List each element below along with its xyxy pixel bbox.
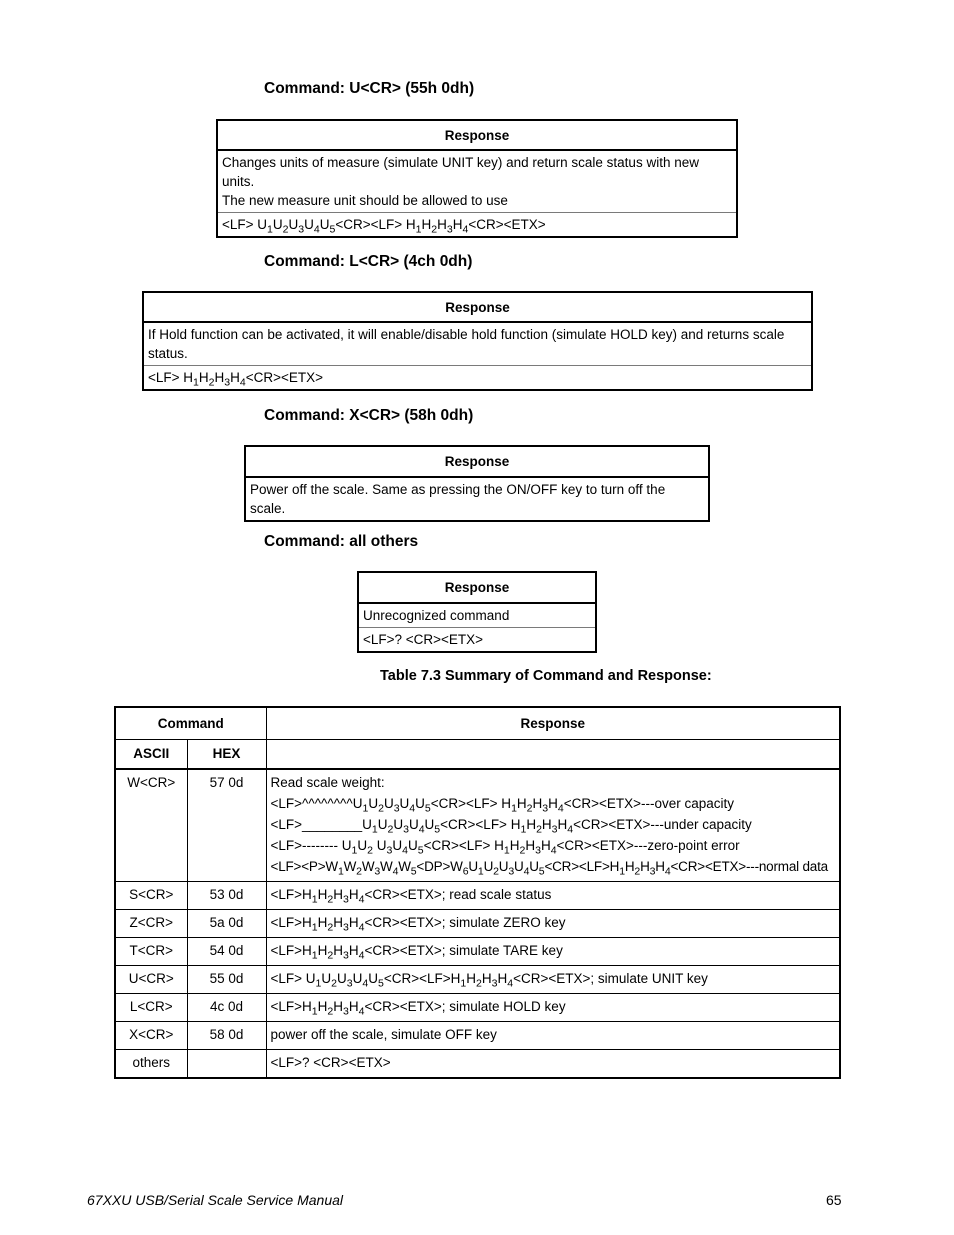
cell-ascii: others — [115, 1050, 187, 1079]
cell-hex — [187, 1050, 266, 1079]
cell-hex: 54 0d — [187, 938, 266, 966]
response-description: Unrecognized command — [363, 608, 510, 623]
cell-ascii: L<CR> — [115, 994, 187, 1022]
table-row — [115, 966, 840, 994]
table-row — [115, 938, 840, 966]
summary-table — [114, 706, 841, 1079]
cell-response: $<LF>H_1H_2H_3H_4<CR><ETX>$; simulate HOLD key — [266, 994, 840, 1022]
table-header: Response — [217, 120, 737, 150]
table-row — [115, 769, 840, 882]
header-hex: HEX — [187, 739, 266, 769]
table-row — [115, 882, 840, 910]
cell-ascii: T<CR> — [115, 938, 187, 966]
cell-ascii: X<CR> — [115, 1022, 187, 1050]
footer-page-number: 65 — [826, 1192, 842, 1208]
header-command: Command — [115, 707, 266, 739]
cell-hex: 5a 0d — [187, 910, 266, 938]
heading-command-others: Command: all others — [264, 533, 419, 550]
cell-hex: 58 0d — [187, 1022, 266, 1050]
cell-response: $<LF>H_1H_2H_3H_4<CR><ETX>$; read scale status — [266, 882, 840, 910]
cell-hex: 57 0d — [187, 769, 266, 882]
response-table-others — [357, 571, 597, 653]
cell-response: Read scale weight: $<LF>\^{}\^{}\^{}\^{}\^{}\^{}\^{}\^{}U_1U_2U_3U_4U_5<CR><LF>$ $H_1H_2H_3H_4<CR><ETX>--$-over capacity $<LF>\_\_\_\_\_\_\_\_U_1U_2U_3U_4U_5<CR><LF>$ $H_1H_2H_3H_4<CR><ETX>--$-under capacity <LF>-------- $U_1U_2$ $U_3U_4U_5<CR><LF>$ $H_1H_2H_3H_4<CR><ETX>---zero$-point error $<LF><P>W_1W_2W_3W_4W_5<DP>W_6U_1U_2U_3U_4U_5<CR><LF>H_1H_2H_3H_4<CR><ETX>--$-normal data — [266, 769, 840, 882]
table-row — [115, 994, 840, 1022]
response-table-u — [216, 119, 738, 238]
cell-response: $<LF>H_1H_2H_3H_4<CR><ETX>$; simulate TARE key — [266, 938, 840, 966]
cell-response: <LF>? <CR><ETX> — [266, 1050, 840, 1079]
cell-ascii: W<CR> — [115, 769, 187, 882]
footer-manual-title: 67XXU USB/Serial Scale Service Manual — [87, 1192, 344, 1208]
table-header: Response — [358, 572, 596, 603]
table-row — [115, 1050, 840, 1079]
header-ascii: ASCII — [115, 739, 187, 769]
cell-hex: 53 0d — [187, 882, 266, 910]
header-response-blank — [266, 739, 840, 769]
response-table-x — [244, 445, 710, 522]
cell-response: $<LF>H_1H_2H_3H_4<CR><ETX>$; simulate ZERO key — [266, 910, 840, 938]
response-description: Changes units of measure (simulate UNIT key) and return scale status with new units. The new measure unit should be allowed to use — [222, 155, 699, 208]
cell-ascii: Z<CR> — [115, 910, 187, 938]
heading-command-x: Command: X<CR> (58h 0dh) — [264, 407, 474, 424]
table-caption: Table 7.3 Summary of Command and Response: — [380, 668, 712, 684]
response-code: $<LF> U_1U_2U_3U_4U_5<CR><LF> H_1H_2H_3H_4<CR><ETX>$ — [217, 213, 737, 238]
response-table-l — [142, 291, 813, 391]
cell-ascii: S<CR> — [115, 882, 187, 910]
table-header: Response — [245, 446, 709, 477]
response-description: Power off the scale. Same as pressing the ON/OFF key to turn off the scale. — [250, 482, 666, 516]
cell-response: $<LF> U_1U_2U_3U_4U_5<CR><LF>H_1H_2H_3H_4<CR><ETX>$; simulate UNIT key — [266, 966, 840, 994]
response-code: <LF>? <CR><ETX> — [358, 628, 596, 653]
response-description: If Hold function can be activated, it will enable/disable hold function (simulate HOLD key) and returns scale status. — [148, 327, 785, 361]
table-row — [115, 1022, 840, 1050]
cell-response: power off the scale, simulate OFF key — [266, 1022, 840, 1050]
cell-hex: 4c 0d — [187, 994, 266, 1022]
heading-command-u: Command: U<CR> (55h 0dh) — [264, 80, 475, 97]
cell-ascii: U<CR> — [115, 966, 187, 994]
table-header: Response — [143, 292, 812, 322]
response-code: $<LF> H_1H_2H_3H_4<CR><ETX>$ — [143, 366, 812, 391]
table-row — [115, 910, 840, 938]
header-response: Response — [266, 707, 840, 739]
heading-command-l: Command: L<CR> (4ch 0dh) — [264, 253, 473, 270]
cell-hex: 55 0d — [187, 966, 266, 994]
